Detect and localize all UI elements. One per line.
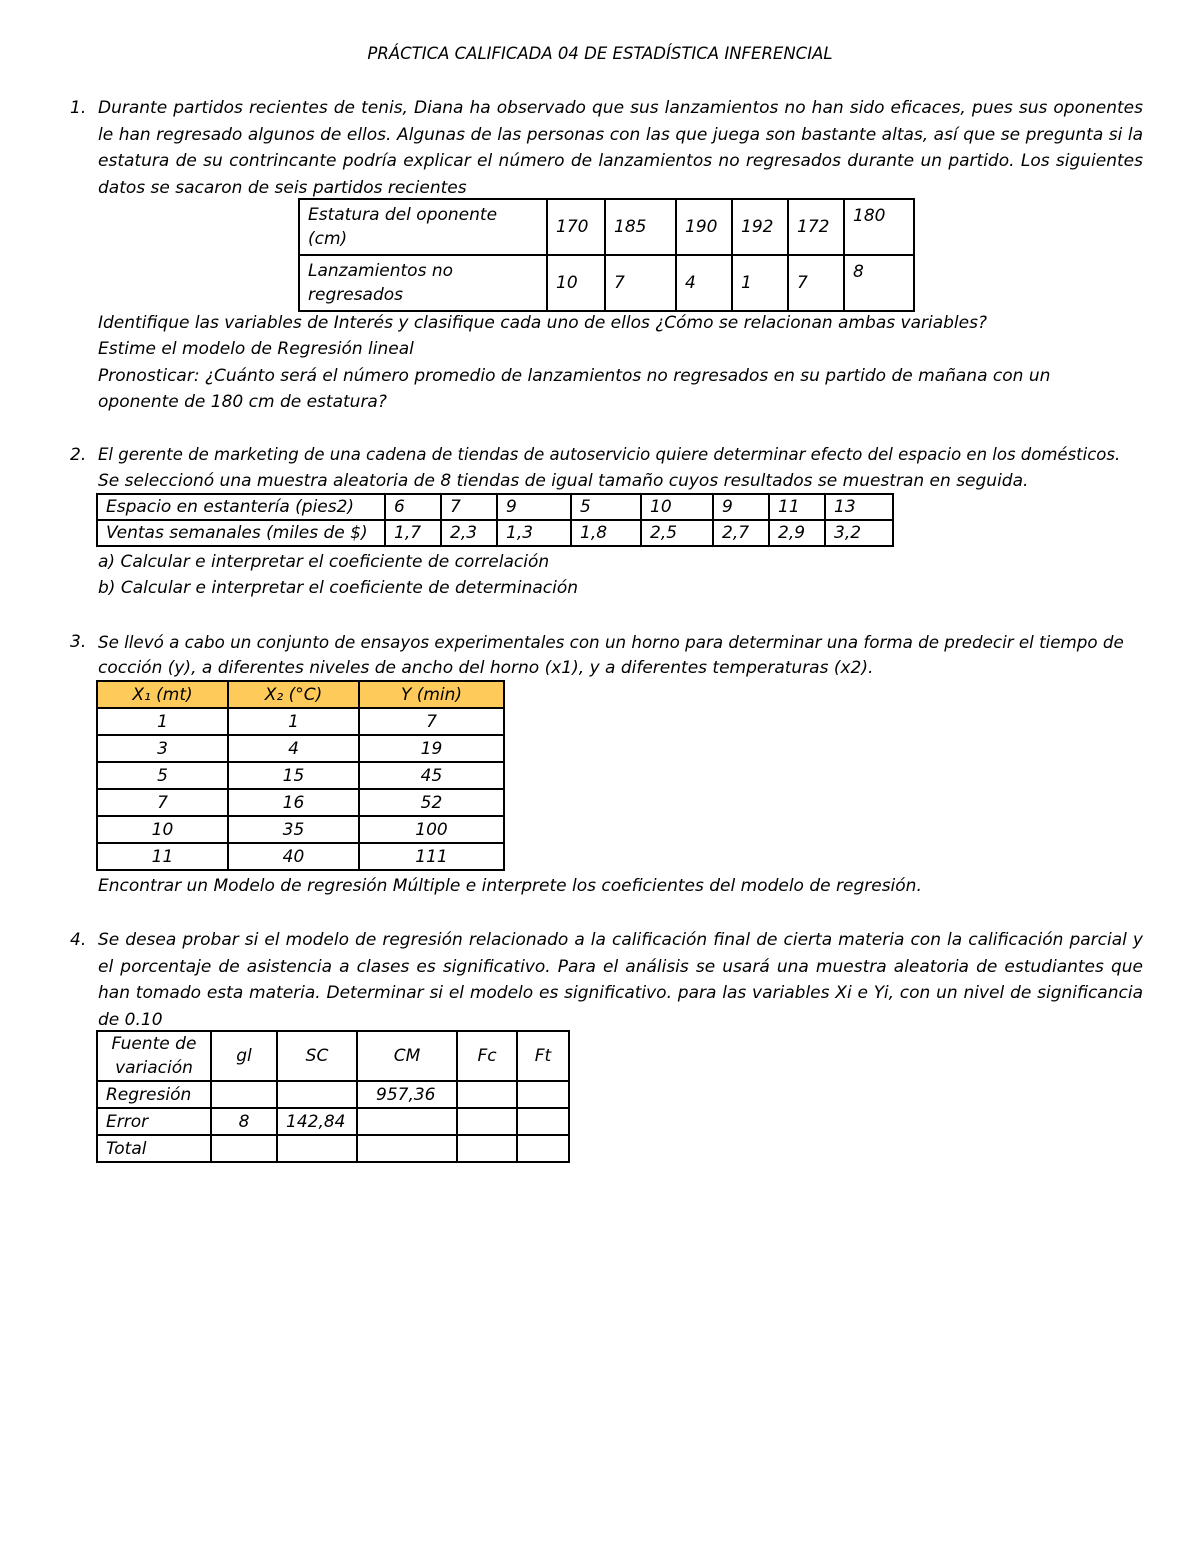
- column-header: Fuente de variación: [97, 1031, 211, 1081]
- column-header: X₂ (°C): [228, 681, 359, 708]
- table-cell: 15: [228, 762, 359, 789]
- table-header-row: [97, 1031, 569, 1081]
- table-cell: 1: [97, 708, 228, 735]
- table-cell: 1: [228, 708, 359, 735]
- table-cell: 957,36: [357, 1081, 457, 1108]
- table-cell: Total: [97, 1135, 211, 1162]
- table-row: [97, 735, 504, 762]
- question-1-line-3: Pronosticar: ¿Cuánto será el número promedio de lanzamientos no regresados en su partido de mañana con un: [98, 366, 1051, 386]
- column-header: X₁ (mt): [97, 681, 228, 708]
- table-cell: 4: [228, 735, 359, 762]
- table-cell: [457, 1108, 517, 1135]
- question-3-table: [96, 680, 505, 871]
- table-header-row: [97, 681, 504, 708]
- row-label: Lanzamientos no regresados: [299, 255, 547, 311]
- table-row: [97, 816, 504, 843]
- table-cell: 7: [605, 255, 676, 311]
- table-cell: 9: [497, 494, 571, 520]
- table-cell: 10: [547, 255, 605, 311]
- table-row: [97, 1135, 569, 1162]
- table-cell: 6: [385, 494, 441, 520]
- column-header: CM: [357, 1031, 457, 1081]
- question-2-item-b: b) Calcular e interpretar el coeficiente de determinación: [98, 578, 579, 598]
- table-cell: 2,9: [769, 520, 825, 546]
- question-2-line-2: Se seleccionó una muestra aleatoria de 8 tiendas de igual tamaño cuyos resultados se muestran en seguida.: [98, 471, 1029, 491]
- table-cell: 180: [844, 199, 914, 255]
- table-cell: 4: [676, 255, 732, 311]
- question-1-line-2: Estime el modelo de Regresión lineal: [98, 339, 414, 359]
- question-1-text: Durante partidos recientes de tenis, Diana ha observado que sus lanzamientos no han sido eficaces, pues sus oponentes le han regresado algunos de ellos. Algunas de las personas con las que juega son bastante altas, así que se pregunta si la estatura de su contrincante podría explicar el número de lanzamientos no regresados durante un partido. Los siguientes datos se sacaron de seis partidos recientes: [98, 98, 1143, 198]
- question-4-anova-table: [96, 1030, 570, 1163]
- table-cell: 192: [732, 199, 788, 255]
- table-cell: 7: [788, 255, 844, 311]
- table-cell: 3: [97, 735, 228, 762]
- table-cell: [211, 1135, 277, 1162]
- table-cell: [517, 1135, 569, 1162]
- table-row: [299, 199, 914, 255]
- table-cell: 2,3: [441, 520, 497, 546]
- table-cell: [517, 1108, 569, 1135]
- row-label: Espacio en estantería (pies2): [97, 494, 385, 520]
- question-1-number: 1.: [70, 98, 87, 118]
- page-title: PRÁCTICA CALIFICADA 04 DE ESTADÍSTICA INFERENCIAL: [367, 44, 833, 63]
- question-2-line-1: El gerente de marketing de una cadena de tiendas de autoservicio quiere determinar efecto del espacio en los domésticos.: [98, 445, 1121, 464]
- table-cell: 3,2: [825, 520, 893, 546]
- table-row: [97, 762, 504, 789]
- table-row: [299, 255, 914, 311]
- table-cell: 9: [713, 494, 769, 520]
- question-2-number: 2.: [70, 445, 87, 465]
- table-cell: [357, 1108, 457, 1135]
- question-3-footer: Encontrar un Modelo de regresión Múltiple e interprete los coeficientes del modelo de regresión.: [98, 876, 922, 896]
- table-cell: 7: [359, 708, 504, 735]
- table-cell: 35: [228, 816, 359, 843]
- table-cell: 190: [676, 199, 732, 255]
- table-cell: 8: [844, 255, 914, 311]
- table-cell: 2,7: [713, 520, 769, 546]
- table-cell: [457, 1135, 517, 1162]
- column-header: SC: [277, 1031, 357, 1081]
- table-cell: Regresión: [97, 1081, 211, 1108]
- table-cell: 19: [359, 735, 504, 762]
- question-3-line-2: cocción (y), a diferentes niveles de ancho del horno (x1), y a diferentes temperaturas (x2).: [98, 658, 874, 678]
- question-1-table: [298, 198, 915, 312]
- table-cell: 7: [97, 789, 228, 816]
- question-3-line-1: Se llevó a cabo un conjunto de ensayos experimentales con un horno para determinar una forma de predecir el tiempo de: [98, 632, 1124, 652]
- table-cell: 1,8: [571, 520, 641, 546]
- row-label: Ventas semanales (miles de $): [97, 520, 385, 546]
- table-cell: 7: [441, 494, 497, 520]
- question-2-table: [96, 493, 894, 547]
- table-row: [97, 1081, 569, 1108]
- table-cell: 40: [228, 843, 359, 870]
- table-cell: [357, 1135, 457, 1162]
- question-1-line-1: Identifique las variables de Interés y clasifique cada uno de ellos ¿Cómo se relacionan ambas variables?: [98, 313, 987, 333]
- table-cell: 5: [571, 494, 641, 520]
- table-cell: 185: [605, 199, 676, 255]
- table-cell: [277, 1135, 357, 1162]
- table-cell: [457, 1081, 517, 1108]
- question-3-number: 3.: [70, 632, 87, 652]
- table-cell: 16: [228, 789, 359, 816]
- question-2-item-a: a) Calcular e interpretar el coeficiente de correlación: [98, 552, 550, 572]
- question-4-text: Se desea probar si el modelo de regresión relacionado a la calificación final de cierta materia con la calificación parcial y el porcentaje de asistencia a clases es significativo. Para el análisis se usará una muestra aleatoria de estudiantes que han tomado esta materia. Determinar si el modelo es significativo. para las variables Xi e Yi, con un nivel de significancia de 0.10: [98, 930, 1143, 1030]
- table-cell: 100: [359, 816, 504, 843]
- table-cell: [277, 1081, 357, 1108]
- column-header: gl: [211, 1031, 277, 1081]
- table-cell: [211, 1081, 277, 1108]
- table-cell: 5: [97, 762, 228, 789]
- table-cell: 142,84: [277, 1108, 357, 1135]
- column-header: Fc: [457, 1031, 517, 1081]
- table-cell: 52: [359, 789, 504, 816]
- row-label: Estatura del oponente (cm): [299, 199, 547, 255]
- table-cell: 10: [641, 494, 713, 520]
- table-cell: 111: [359, 843, 504, 870]
- table-cell: [517, 1081, 569, 1108]
- table-cell: 10: [97, 816, 228, 843]
- column-header: Y (min): [359, 681, 504, 708]
- table-row: [97, 708, 504, 735]
- table-cell: 13: [825, 494, 893, 520]
- table-cell: 172: [788, 199, 844, 255]
- table-row: [97, 843, 504, 870]
- table-cell: 170: [547, 199, 605, 255]
- table-cell: 2,5: [641, 520, 713, 546]
- table-row: [97, 494, 893, 520]
- table-row: [97, 1108, 569, 1135]
- table-cell: 11: [769, 494, 825, 520]
- column-header: Ft: [517, 1031, 569, 1081]
- table-cell: 1,7: [385, 520, 441, 546]
- question-4-number: 4.: [70, 930, 87, 950]
- table-cell: 45: [359, 762, 504, 789]
- table-cell: 1: [732, 255, 788, 311]
- table-row: [97, 789, 504, 816]
- table-cell: 1,3: [497, 520, 571, 546]
- table-cell: 8: [211, 1108, 277, 1135]
- table-row: [97, 520, 893, 546]
- table-cell: Error: [97, 1108, 211, 1135]
- question-1-line-4: oponente de 180 cm de estatura?: [98, 392, 387, 412]
- table-cell: 11: [97, 843, 228, 870]
